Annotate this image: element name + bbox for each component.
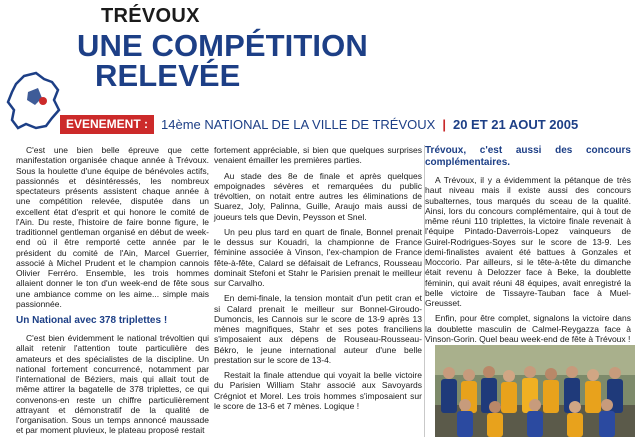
- col3-subhead: Trévoux, c'est aussi des concours complémentaires.: [425, 145, 631, 168]
- col2-paragraph-3: Un peu plus tard en quart de finale, Bonnel prenait le dessus sur Kouadri, la championne de France féminine associée à Vinson, l'ex-champion de France fête-à-fête, Calard se défaisait de Lefrancs, Rousseau dominait Stefoni et Stahr le Parisien prenait le meilleur sur Carvalho.: [214, 226, 422, 288]
- headline-line1: UNE COMPÉTITION: [77, 28, 368, 63]
- section-kicker: TRÉVOUX: [101, 5, 200, 27]
- col1-subhead: Un National avec 378 triplettes !: [16, 315, 168, 326]
- col3-paragraph-2: Enfin, pour être complet, signalons la victoire dans la doublette masculin de Calmel-Reygazza face à Vinson-Gorin. Quel beau week-end de fête à Trévoux !: [425, 313, 631, 344]
- event-separator: |: [442, 117, 446, 132]
- page-headline: [77, 28, 368, 93]
- event-date: 20 ET 21 AOUT 2005: [452, 117, 579, 132]
- col3-paragraph-1: A Trévoux, il y a évidemment la pétanque de très haut niveau mais il existe aussi des concours subalternes, tous marqués du sceau de la qualité. Ainsi, lors du concours complémentaire, qui à tout de même réuni 110 triplettes, la victoire finale revenait à l'équipe Pintado-Daverrois-Lopez vainqueurs de Guirel-Rodrigues-Soyes sur le score de 13-9. Les demi-finalistes avaient été battues à Gonzales et Moccorio. Par ailleurs, si le tête-à-tête du dimanche était revenu à Delozzer face à Beke, la doublette féminin, qui avait réuni 48 équipes, avait enregistré la belle victoire de Tissayre-Tauban face à Muel-Greusset.: [425, 175, 631, 308]
- event-badge: EVENEMENT :: [60, 115, 154, 134]
- col2-paragraph-1: fortement appréciable, si bien que quelques surprises venaient émailler les premières parties.: [214, 145, 422, 166]
- article-column-2: [214, 145, 422, 416]
- team-photo: [435, 345, 635, 437]
- col2-paragraph-2: Au stade des 8e de finale et après quelques empoignades sévères et remarquées du public trévoltien, on notait entre autres les éliminations de Suarez, Joly, Palinna, Guille, Araujo mais aussi de joueurs tels que Devin, Peysson et Snel.: [214, 170, 422, 222]
- col2-paragraph-4: En demi-finale, la tension montait d'un petit cran et si Calard prenait le meilleur sur Bonnel-Giroudo-Dumoncis, les Cannois sur le score de 13-9 après 13 mènes magnifiques, Stahr et ses potes franciliens s'imposaient aux dépens de Rouseau-Rousseau-Békro, le jeune international auteur d'une belle prestation sur le score de 13-4.: [214, 293, 422, 365]
- article-column-1: [16, 145, 209, 441]
- event-bar: [60, 114, 578, 135]
- france-map-logo: [2, 70, 66, 134]
- col1-paragraph-1: C'est une bien belle épreuve que cette manifestation organisée chaque année à Trévoux. Sous la houlette d'une équipe de bénévoles actifs, passionnés et désintéressés, les nombreux spectateurs présents assistent chaque année à une compétition relevée, disputée dans un excellent état d'esprit et qui honore le comité de l'Ain. Du reste, l'histoire de faire bonne figure, le traditionnel gentleman organisé en début de week-end où il être remporté cette année par le président du comité de l'Ain, Marcel Guerrier, associé à Michel Prudent et le champion cannois Olivier Ferréro. Ensemble, les trois hommes allaient donner le ton d'un week-end de fête sous une ambiance comme on les aime... simple mais passionnée.: [16, 145, 209, 309]
- event-title: 14ème NATIONAL DE LA VILLE DE TRÉVOUX: [161, 117, 436, 132]
- col2-paragraph-5: Restait la finale attendue qui voyait la belle victoire du Parisien William Stahr associé aux Savoyards Crégniot et Morel. Les trois hommes s'imposaient sur le score de 13-6 et 7 mènes. Logique !: [214, 370, 422, 411]
- col1-paragraph-2: C'est bien évidemment le national trévoltien qui allait retenir l'attention toute particulière des amateurs et des spécialistes de la discipline. Un national fortement concurrencé, notamment par l'international de Béziers, mais qui allait tout de même attirer la bagatelle de 378 triplettes, ce qui convenons-en reste un chiffre particulièrement attrayant et démonstratif de la qualité de l'organisation. Sous un temps annoncé maussade et par moment pluvieux, le plateau proposé restait: [16, 333, 209, 436]
- headline-line2: RELEVÉE: [95, 58, 241, 93]
- article-column-3: [425, 145, 631, 349]
